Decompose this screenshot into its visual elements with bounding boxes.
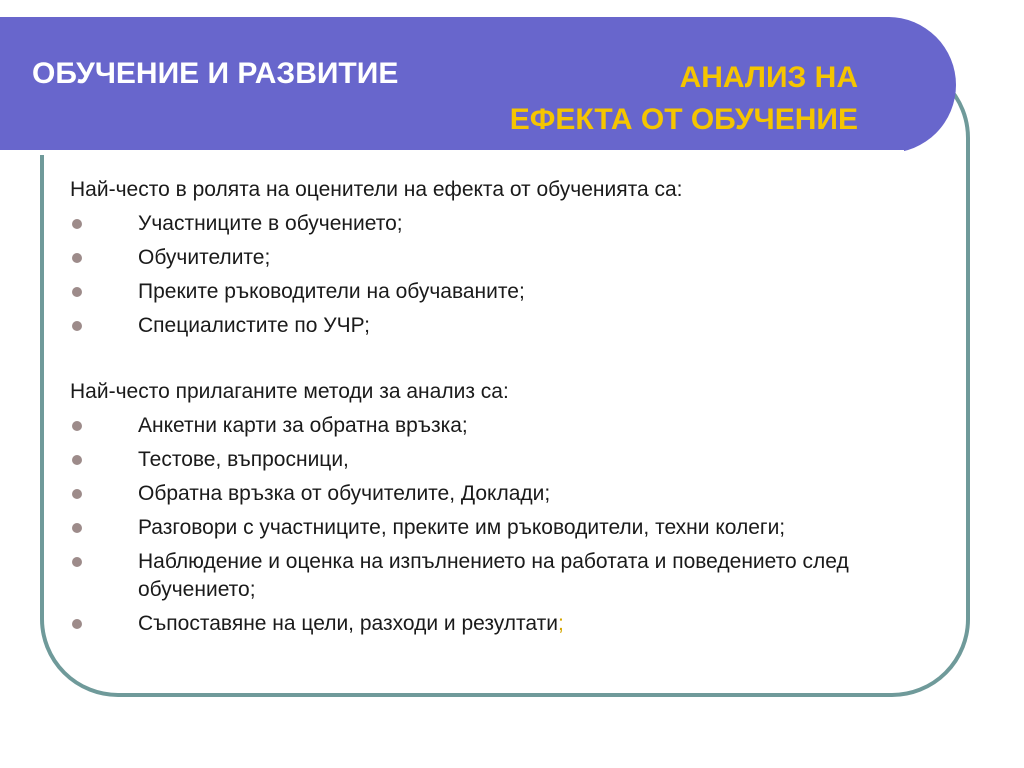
list-item (70, 409, 970, 443)
banner-divider (0, 150, 904, 155)
header-left-title: ОБУЧЕНИЕ И РАЗВИТИЕ (32, 57, 399, 90)
bullet-icon (72, 557, 82, 567)
list-item (70, 207, 970, 241)
list-item-text: Наблюдение и оценка на изпълнението на работата и поведението след обучението; (138, 550, 849, 601)
bullet-icon (72, 253, 82, 263)
list-item (70, 309, 970, 343)
list-item (70, 511, 970, 545)
list-item-text: Анкетни карти за обратна връзка; (138, 414, 468, 437)
bullet-icon (72, 619, 82, 629)
section1-list (70, 207, 970, 343)
list-item (70, 241, 970, 275)
bullet-icon (72, 455, 82, 465)
list-item-text: Специалистите по УЧР; (138, 314, 370, 337)
section2-list (70, 409, 970, 641)
bullet-icon (72, 287, 82, 297)
bullet-icon (72, 321, 82, 331)
title-banner (0, 17, 956, 153)
list-item-suffix: ; (558, 612, 564, 635)
list-item-text: Обучителите; (138, 246, 271, 269)
list-item (70, 607, 970, 641)
section-gap (70, 343, 970, 375)
header-right-title-line2: ЕФЕКТА ОТ ОБУЧЕНИЕ (509, 103, 858, 136)
header-right-title (510, 57, 858, 141)
bullet-icon (72, 523, 82, 533)
list-item (70, 545, 970, 607)
list-item-text: Съпоставяне на цели, разходи и резултати (138, 612, 558, 635)
list-item-text: Участниците в обучението; (138, 212, 403, 235)
list-item (70, 443, 970, 477)
bullet-icon (72, 219, 82, 229)
list-item-text: Разговори с участниците, преките им ръководители, техни колеги; (138, 516, 786, 539)
section2-intro: Най-често прилаганите методи за анализ са: (70, 380, 509, 403)
list-item-text: Обратна връзка от обучителите, Доклади; (138, 482, 551, 505)
list-item (70, 477, 970, 511)
slide-content (70, 173, 970, 641)
header-right-title-line1: АНАЛИЗ НА (679, 61, 858, 94)
bullet-icon (72, 489, 82, 499)
bullet-icon (72, 421, 82, 431)
list-item-text: Преките ръководители на обучаваните; (138, 280, 525, 303)
section1-intro: Най-често в ролята на оценители на ефекта от обученията са: (70, 178, 683, 201)
list-item (70, 275, 970, 309)
list-item-text: Тестове, въпросници, (138, 448, 349, 471)
